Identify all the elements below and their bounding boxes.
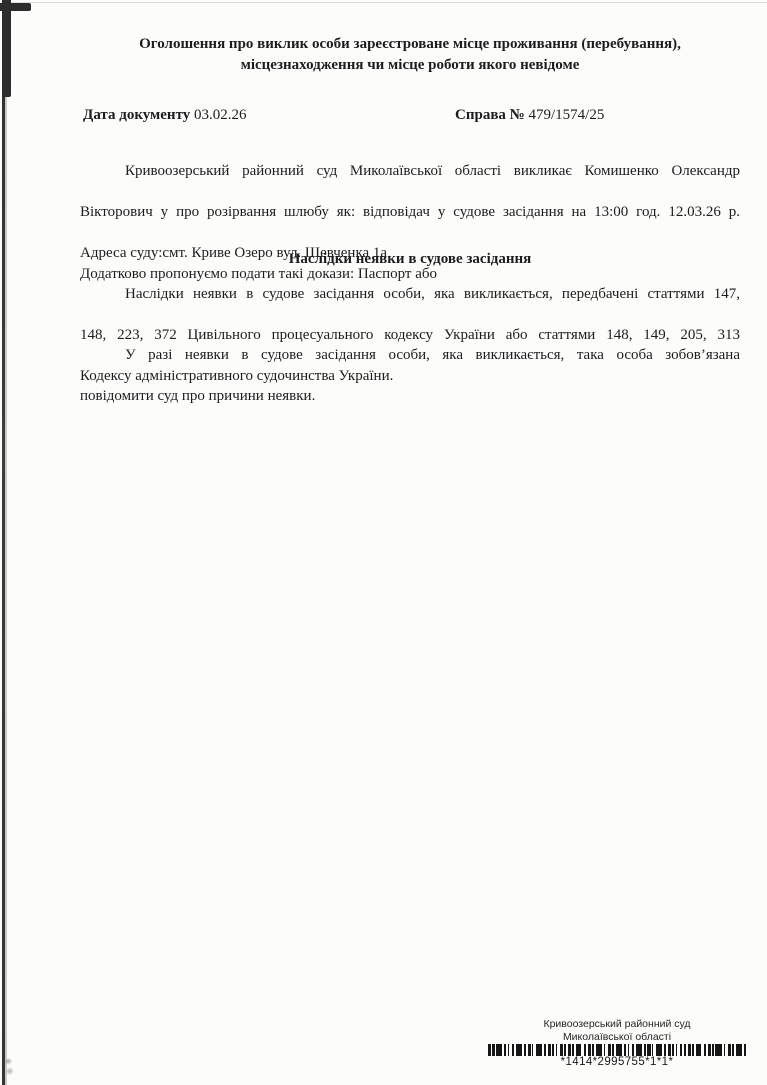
barcode-value: *1414*2995755*1*1*	[560, 1056, 674, 1068]
case-label: Справа №	[455, 107, 525, 123]
scan-edge-top-left-corner	[0, 3, 31, 11]
obligation-line1: У разі неявки в судове засідання особи, яка викликається, така особа зобов’язана	[125, 347, 740, 363]
case-number	[455, 107, 604, 124]
date-value: 03.02.26	[194, 107, 247, 123]
obligation-line2: повідомити суд про причини неявки.	[80, 388, 316, 404]
scan-smudge-mark	[2, 1056, 16, 1077]
scan-edge-left-thick-segment	[2, 0, 11, 97]
obligation-paragraph	[80, 345, 740, 407]
court-stamp-block	[486, 1018, 748, 1069]
summons-line1: Кривоозерський районний суд Миколаївської області викликає Комишенко Олександр	[125, 163, 740, 179]
meta-row	[80, 107, 740, 127]
case-value: 479/1574/25	[528, 107, 605, 123]
stamp-court-name-line2: Миколаївської області	[562, 1030, 672, 1043]
court-address-line: Адреса суду:смт. Криве Озеро вул. Шевченка 1а	[80, 245, 388, 261]
document-title	[80, 34, 740, 76]
section-heading: Наслідки неявки в судове засідання	[288, 251, 532, 267]
consequences-line3: Кодексу адміністративного судочинства України.	[80, 368, 394, 384]
consequences-line2: 148, 223, 372 Цивільного процесуального кодексу України або статтями 148, 149, 205, 313	[80, 327, 740, 343]
document-date	[83, 107, 247, 124]
summons-line2: Вікторович у про розірвання шлюбу як: відповідач у судове засідання на 13:00 год. 12.03.26 р.	[80, 204, 740, 220]
document-content	[80, 0, 740, 1085]
consequences-line1: Наслідки неявки в судове засідання особи, яка викликається, передбачені статтями 147,	[125, 286, 740, 302]
document-title-line2: місцезнаходження чи місце роботи якого невідоме	[240, 57, 580, 73]
evidence-line: Додатково пропонуємо подати такі докази: Паспорт або	[80, 265, 437, 282]
date-label: Дата документу	[83, 107, 191, 123]
scan-edge-left-shade	[5, 0, 7, 1085]
document-title-line1: Оголошення про виклик особи зареєстроване місце проживання (перебування),	[139, 36, 681, 52]
barcode	[488, 1044, 746, 1056]
stamp-court-name-line1: Кривоозерський районний суд	[543, 1018, 691, 1030]
